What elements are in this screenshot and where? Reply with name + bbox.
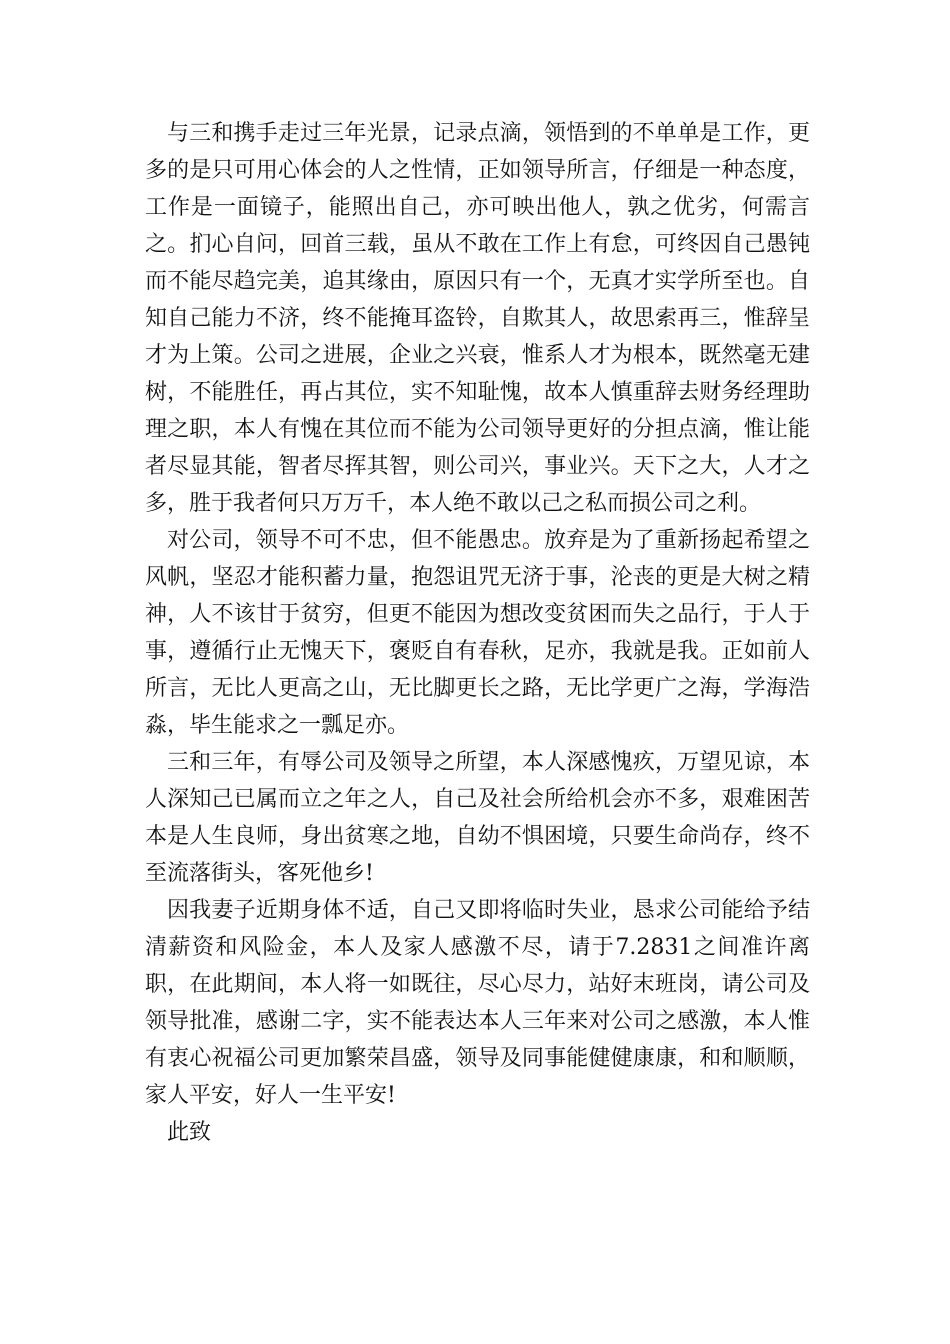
closing-salutation: 此致 (167, 1120, 212, 1145)
paragraph-3: 三和三年，有辱公司及领导之所望，本人深感愧疚，万望见谅，本人深知己已属而立之年之人，自己及社会所给机会亦不多，艰难困苦本是人生良师，身出贫寒之地，自幼不惧困境，只要生命尚存，终不至流落街头，客死他乡! (145, 750, 810, 886)
paragraph-1: 与三和携手走过三年光景，记录点滴，领悟到的不单单是工作，更多的是只可用心体会的人之性情，正如领导所言，仔细是一种态度，工作是一面镜子，能照出自己，亦可映出他人，孰之优劣，何需言之。扪心自问，回首三载，虽从不敢在工作上有怠，可终因自己愚钝而不能尽趋完美，追其缘由，原因只有一个，无真才实学所至也。自知自己能力不济，终不能掩耳盗铃，自欺其人，故思索再三，惟辞呈才为上策。公司之进展，企业之兴衰，惟系人才为根本，既然毫无建树，不能胜任，再占其位，实不知耻愧，故本人慎重辞去财务经理助理之职，本人有愧在其位而不能为公司领导更好的分担点滴，惟让能者尽显其能，智者尽挥其智，则公司兴，事业兴。天下之大，人才之多，胜于我者何只万万千，本人绝不敢以己之私而损公司之利。 (145, 121, 810, 516)
paragraph-4: 因我妻子近期身体不适，自己又即将临时失业，恳求公司能给予结清薪资和风险金，本人及家人感激不尽，请于7.2831之间准许离职，在此期间，本人将一如既往，尽心尽力，站好末班岗，请公司及领导批准，感谢二字，实不能表达本人三年来对公司之感激，本人惟有衷心祝福公司更加繁荣昌盛，领导及同事能健健康康，和和顺顺，家人平安，好人一生平安! (145, 898, 810, 1108)
letter-body (145, 115, 810, 1151)
paragraph-2: 对公司，领导不可不忠，但不能愚忠。放弃是为了重新扬起希望之风帆，坚忍才能积蓄力量，抱怨诅咒无济于事，沦丧的更是大树之精神，人不该甘于贫穷，但更不能因为想改变贫困而失之品行，于人于事，遵循行止无愧天下，褒贬自有春秋，足亦，我就是我。正如前人所言，无比人更高之山，无比脚更长之路，无比学更广之海，学海浩淼，毕生能求之一瓢足亦。 (145, 528, 810, 738)
